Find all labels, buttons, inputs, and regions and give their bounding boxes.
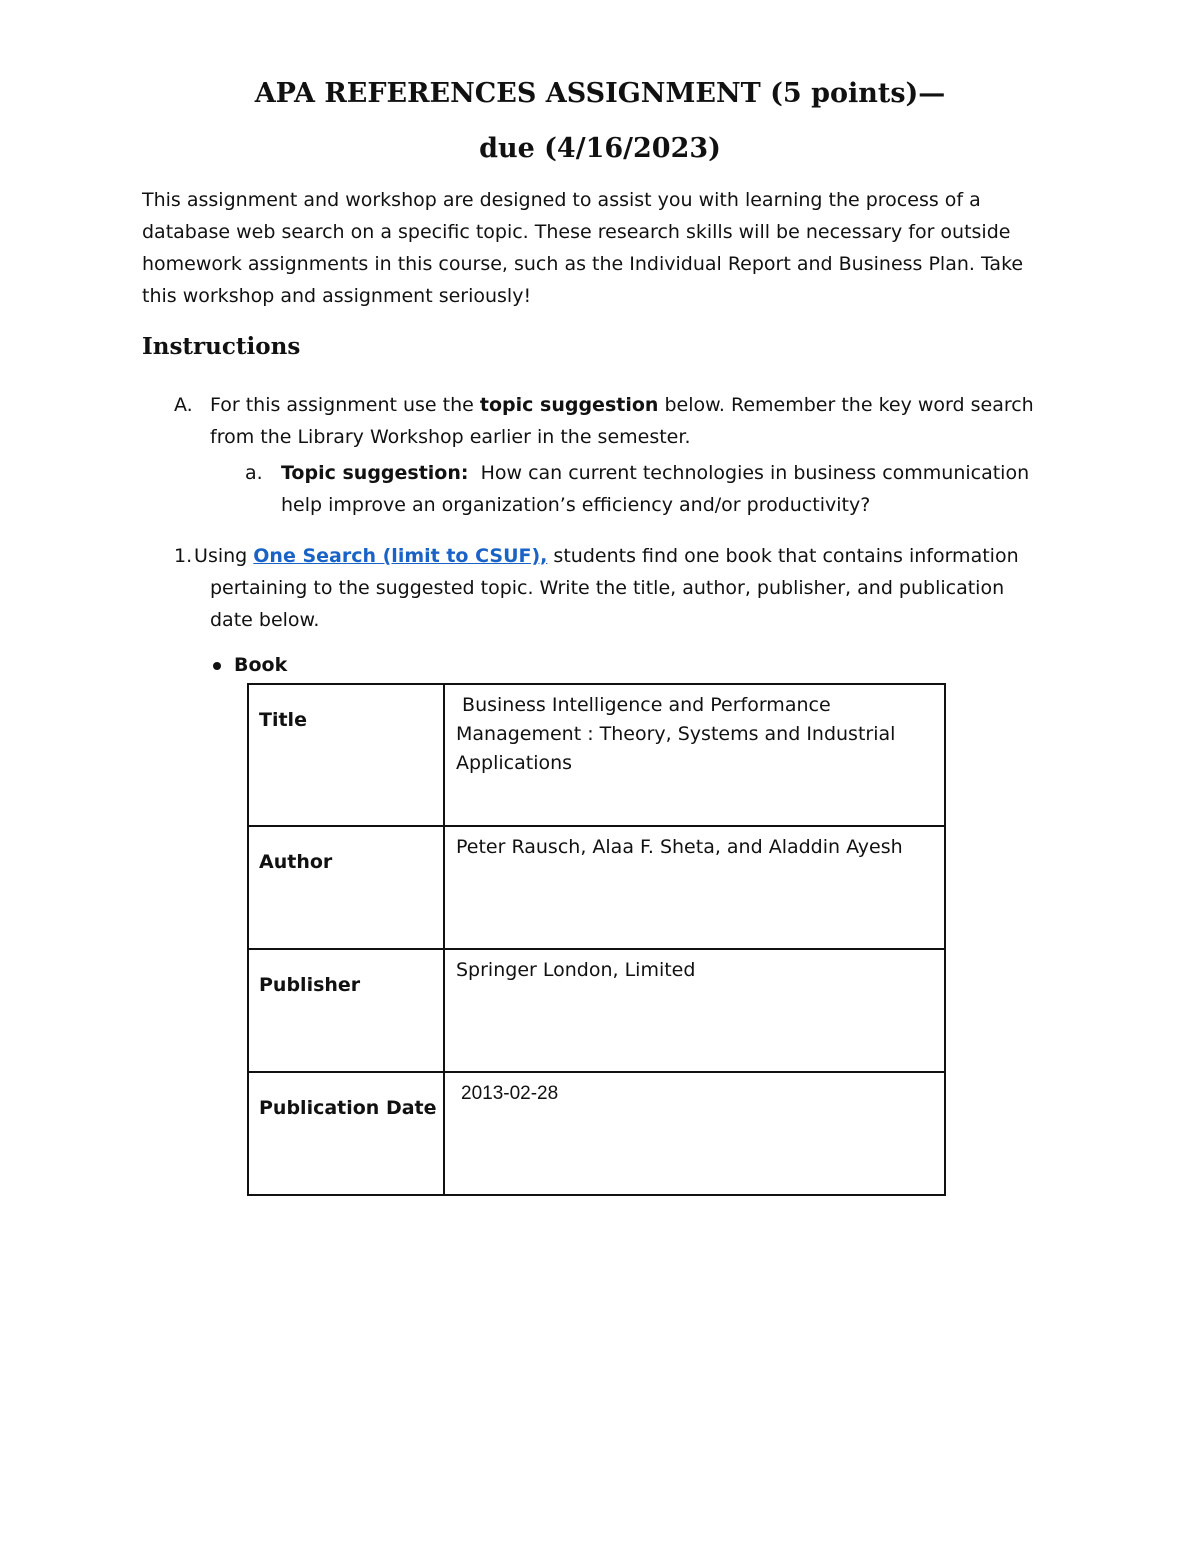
title-label: Title bbox=[248, 684, 444, 826]
intro-line: This assignment and workshop are designed to assist you with learning the process of a bbox=[142, 189, 981, 211]
instructions-heading: Instructions bbox=[142, 333, 301, 360]
intro-line: this workshop and assignment seriously! bbox=[142, 285, 532, 307]
item-a-text-after: below. Remember the key word search bbox=[658, 394, 1034, 416]
due-date-line: due (4/16/2023) bbox=[479, 133, 721, 164]
bullet-icon bbox=[213, 662, 221, 670]
item-1-text-after: students find one book that contains information bbox=[547, 545, 1019, 567]
item-a-line1 bbox=[210, 389, 1034, 421]
book-bullet-label: Book bbox=[234, 654, 288, 676]
author-label: Author bbox=[248, 826, 444, 949]
list-marker-a: A. bbox=[174, 394, 193, 416]
sub-a-line2: help improve an organization’s efficiency and/or productivity? bbox=[281, 494, 871, 516]
publisher-label: Publisher bbox=[248, 949, 444, 1072]
one-search-link[interactable]: One Search (limit to CSUF), bbox=[253, 545, 548, 567]
table-row bbox=[248, 826, 945, 949]
item-1-using: Using bbox=[188, 545, 254, 567]
publisher-value-line: Springer London, Limited bbox=[456, 959, 696, 981]
title-value-line: Management : Theory, Systems and Industrial bbox=[456, 723, 896, 745]
table-row bbox=[248, 684, 945, 826]
sub-a-line1 bbox=[281, 457, 1029, 489]
table-row bbox=[248, 949, 945, 1072]
item-1-line3: date below. bbox=[210, 609, 320, 631]
item-a-line2: from the Library Workshop earlier in the semester. bbox=[210, 426, 691, 448]
intro-line: homework assignments in this course, such as the Individual Report and Business Plan. Take bbox=[142, 253, 1024, 275]
intro-line: database web search on a specific topic. These research skills will be necessary for outside bbox=[142, 221, 1011, 243]
topic-suggestion-label: Topic suggestion: bbox=[281, 462, 469, 484]
item-1-line1 bbox=[188, 540, 1019, 572]
publication-date-value-line: 2013-02-28 bbox=[461, 1083, 559, 1104]
title-value bbox=[444, 684, 945, 826]
title-value-line: Business Intelligence and Performance bbox=[456, 694, 831, 716]
list-marker-1: 1. bbox=[174, 545, 193, 567]
table-row bbox=[248, 1072, 945, 1195]
topic-suggestion-text: How can current technologies in business communication bbox=[468, 462, 1030, 484]
item-a-bold: topic suggestion bbox=[479, 394, 659, 416]
author-value bbox=[444, 826, 945, 949]
item-a-text: For this assignment use the bbox=[210, 394, 480, 416]
item-1-line2: pertaining to the suggested topic. Write the title, author, publisher, and publication bbox=[210, 577, 1005, 599]
publisher-value bbox=[444, 949, 945, 1072]
assignment-title: APA REFERENCES ASSIGNMENT (5 points)— bbox=[254, 78, 946, 109]
intro-paragraph bbox=[142, 184, 1042, 312]
publication-date-label: Publication Date bbox=[248, 1072, 444, 1195]
list-marker-sub-a: a. bbox=[245, 462, 263, 484]
book-info-table bbox=[247, 683, 946, 1196]
title-value-line: Applications bbox=[456, 752, 573, 774]
author-value-line: Peter Rausch, Alaa F. Sheta, and Aladdin Ayesh bbox=[456, 836, 903, 858]
publication-date-value bbox=[444, 1072, 945, 1195]
